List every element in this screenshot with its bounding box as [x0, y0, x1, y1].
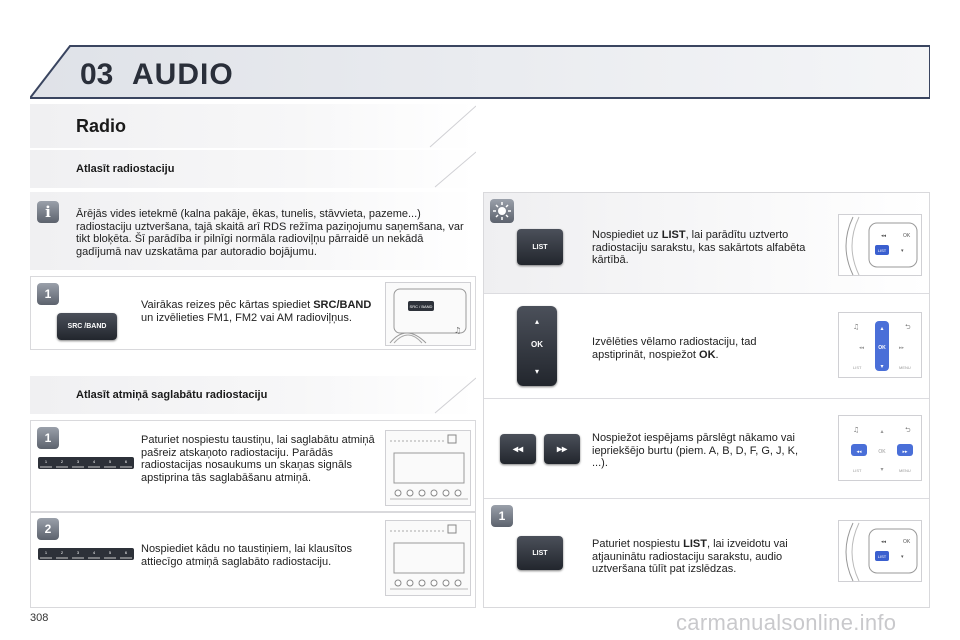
radio-preset-image: [385, 430, 471, 506]
down-arrow-icon: ▾: [534, 367, 540, 376]
down-arrow-icon: ▾: [880, 363, 884, 370]
srcband-instruction: [141, 299, 381, 324]
device-list-label: LIST: [877, 554, 887, 559]
rewind-icon: ◂◂: [881, 233, 887, 239]
forward-icon: ▸▸: [899, 345, 905, 351]
back-icon: ⮌: [905, 426, 911, 434]
ok-button-label: OK: [531, 340, 543, 349]
preset-label: 3: [76, 459, 80, 464]
preset-label: 5: [108, 550, 112, 555]
memory-step2-text: Nospiediet kādu no taustiņiem, lai klausītos attiecīgo atmiņā saglabāto radiostaciju.: [141, 543, 352, 568]
preset-buttons-strip[interactable]: [38, 457, 134, 469]
preset-label: 1: [44, 459, 48, 464]
down-arrow-icon: ▾: [901, 554, 904, 560]
preset-label: 2: [60, 459, 64, 464]
text-part: Paturiet nospiestu: [592, 538, 684, 550]
preset-label: 4: [92, 459, 96, 464]
radio-preset-image: [385, 520, 471, 596]
device-menu-label: MENU: [899, 365, 911, 370]
step-badge: 2: [37, 518, 59, 540]
down-arrow-icon: ▾: [880, 466, 884, 473]
device-list-image: [838, 520, 922, 582]
device-menu-label: MENU: [899, 468, 911, 473]
preset-label: 4: [92, 550, 96, 555]
back-icon: ⮌: [905, 323, 911, 331]
forward-icon: ▸▸: [556, 443, 568, 455]
subsection-title: Atlasīt radiostaciju: [76, 163, 175, 175]
device-list-label: LIST: [853, 365, 862, 370]
preset-label: 3: [76, 550, 80, 555]
device-list-image: [838, 214, 922, 276]
text-part: Nospiediet uz: [592, 229, 662, 241]
list-button-hold[interactable]: LIST: [517, 536, 563, 570]
rewind-icon: ◂◂: [881, 539, 887, 545]
step-badge: 1: [37, 283, 59, 305]
rewind-icon: ◂◂: [856, 449, 862, 455]
rewind-button[interactable]: [500, 434, 536, 464]
device-ok-label: OK: [878, 449, 886, 455]
device-list-label: LIST: [853, 468, 862, 473]
rewind-icon: ◂◂: [512, 443, 524, 455]
preset-label: 5: [108, 459, 112, 464]
text-bold: SRC/BAND: [313, 299, 372, 311]
divider: [484, 398, 929, 399]
text-bold: OK: [699, 348, 716, 361]
preset-label: 1: [44, 550, 48, 555]
info-text: Ārējās vides ietekmē (kalna pakāje, ēkas, tunelis, stāvvieta, pazeme...) radiostaciju uztveršana, tajā skaitā arī RDS režīma paziņojumu saņemšana, var tikt bloķēta. Šī parādība ir pilnīgi normāla radioviļņu pārraidē un nekādā gadījumā nav uzskatāma par autoradio bojājumu.: [76, 208, 464, 258]
text-bold: LIST: [661, 229, 686, 241]
note-icon: ♫: [454, 326, 462, 335]
list-button[interactable]: LIST: [517, 229, 563, 265]
text-part: .: [715, 348, 719, 361]
forward-icon: ▸▸: [902, 449, 908, 455]
watermark: carmanualsonline.info: [676, 610, 897, 635]
chapter-title: AUDIO: [132, 58, 234, 91]
src-band-button[interactable]: SRC /BAND: [57, 313, 117, 340]
step-badge: 1: [37, 427, 59, 449]
list-row4-text: [592, 538, 832, 576]
forward-button[interactable]: [544, 434, 580, 464]
radio-device-image: [385, 282, 471, 346]
device-ok-image: [838, 312, 922, 378]
list-row3-text: Nospiežot iespējams pārslēgt nākamo vai iepriekšējo burtu (piem. A, B, D, F, G, J, K, ...).: [592, 432, 799, 469]
section-title: Radio: [76, 116, 127, 136]
divider: [484, 498, 929, 499]
list-row1-text: [592, 229, 832, 267]
step-badge: 1: [491, 505, 513, 527]
page-number: 308: [30, 612, 49, 624]
memory-title: Atlasīt atmiņā saglabātu radiostaciju: [76, 389, 268, 401]
up-arrow-icon: ▴: [880, 428, 884, 435]
list-row2-text: [592, 336, 802, 361]
text-part: Vairākas reizes pēc kārtas spiediet: [141, 299, 314, 311]
music-icon: ♫: [853, 323, 860, 331]
device-srcband-label: SRC / BAND: [409, 304, 433, 309]
up-arrow-icon: ▴: [880, 325, 884, 332]
info-icon: i: [37, 201, 59, 223]
down-arrow-icon: ▾: [901, 248, 904, 254]
text-bold: LIST: [683, 538, 707, 550]
chapter-number: 03: [80, 58, 114, 91]
preset-buttons-strip[interactable]: [38, 548, 134, 560]
text-part: , lai parādītu uztverto radiostaciju sarakstu, kas sakārtots alfabēta kārtībā.: [592, 229, 806, 266]
divider: [484, 293, 929, 294]
rewind-icon: ◂◂: [859, 345, 865, 351]
device-seek-image: [838, 415, 922, 481]
preset-label: 6: [124, 459, 128, 464]
device-ok-label: OK: [903, 233, 911, 239]
preset-label: 2: [60, 550, 64, 555]
tip-icon: [490, 199, 514, 223]
text-part: , lai izveidotu vai atjauninātu radiostaciju sarakstu, audio uztveršana tūlīt pat izslēdzas.: [592, 538, 788, 575]
device-ok-label: OK: [903, 539, 911, 545]
preset-label: 6: [124, 550, 128, 555]
music-icon: ♫: [853, 426, 860, 434]
device-ok-label: OK: [878, 345, 886, 351]
memory-step1-text: Paturiet nospiestu taustiņu, lai saglabātu atmiņā pašreiz atskaņoto radiostaciju. Parādās radiostacijas nosaukums un skaņas signāls apstiprina tās saglabāšanu atmiņā.: [141, 434, 375, 484]
text-part: un izvēlieties FM1, FM2 vai AM radioviļņus.: [141, 311, 352, 324]
text-part: Izvēlēties vēlamo radiostaciju, tad apstiprināt, nospiežot: [592, 336, 757, 361]
up-arrow-icon: ▴: [534, 317, 540, 326]
device-list-label: LIST: [877, 248, 887, 253]
